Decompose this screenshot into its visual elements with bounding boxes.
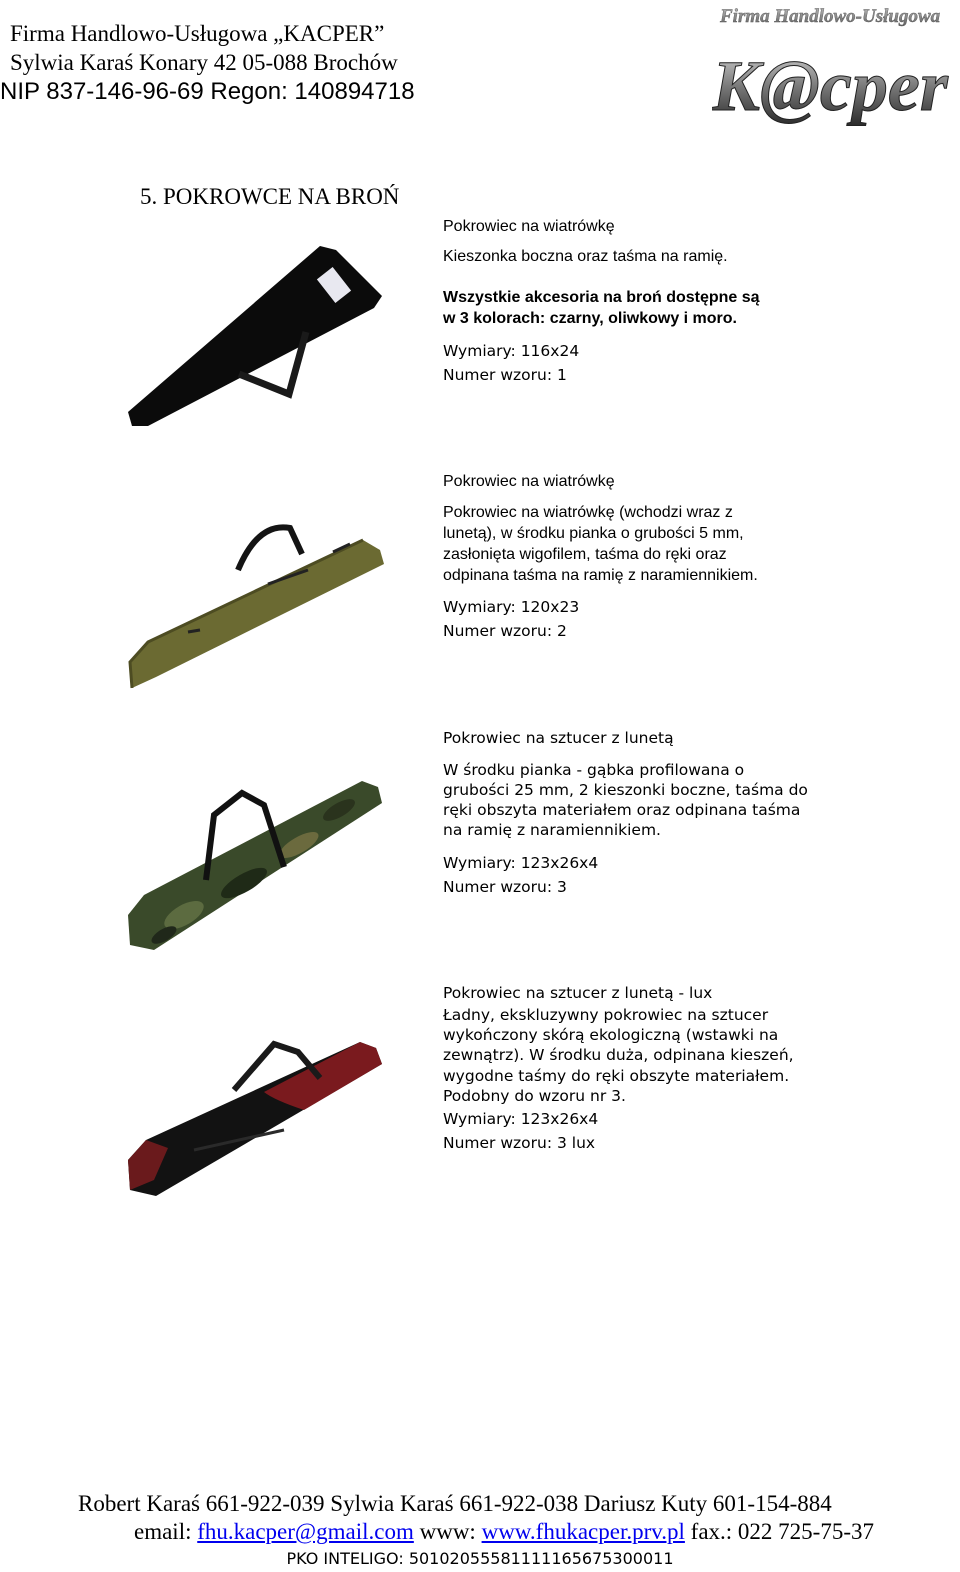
- p2-desc-line2: lunetą), w środku pianka o grubości 5 mm,: [443, 525, 744, 542]
- p1-note-line2: w 3 kolorach: czarny, oliwkowy i moro.: [443, 310, 737, 327]
- p4-desc-line5: Podobny do wzoru nr 3.: [443, 1087, 626, 1105]
- p4-desc-line4: wygodne taśmy do ręki obszyte materiałem.: [443, 1067, 790, 1085]
- p3-desc-line2: grubości 25 mm, 2 kieszonki boczne, taśma do: [443, 781, 808, 799]
- p2-desc-line4: odpinana taśma na ramię z naramiennikiem.: [443, 567, 758, 584]
- footer-bank-account: PKO INTELIGO: 50102055581111165675300011: [286, 1549, 674, 1568]
- logo-top-text: Firma Handlowo-Usługowa: [720, 6, 941, 27]
- p2-dimensions: Wymiary: 120x23: [443, 598, 580, 616]
- footer-www-label: www:: [413, 1519, 482, 1544]
- footer-email-link[interactable]: fhu.kacper@gmail.com: [197, 1519, 414, 1544]
- company-ids: NIP 837-146-96-69 Regon: 140894718: [0, 78, 415, 105]
- footer-contacts: Robert Karaś 661-922-039 Sylwia Karaś 661-922-038 Dariusz Kuty 601-154-884: [78, 1491, 832, 1516]
- product-image-black-case: [124, 244, 384, 429]
- product-image-camo-case: [124, 775, 386, 955]
- p3-desc-line3: ręki obszyta materiałem oraz odpinana taśma: [443, 801, 801, 819]
- footer-links-row: [134, 1518, 874, 1546]
- p2-desc-line3: zasłonięta wigofilem, taśma do ręki oraz: [443, 546, 727, 563]
- company-name: Firma Handlowo-Usługowa „KACPER”: [10, 21, 385, 46]
- p4-desc-line2: wykończony skórą ekologiczną (wstawki na: [443, 1026, 779, 1044]
- kacper-logo: [712, 2, 952, 137]
- p1-note-line1: Wszystkie akcesoria na broń dostępne są: [443, 289, 760, 306]
- p4-name: Pokrowiec na sztucer z lunetą - lux: [443, 984, 713, 1002]
- product-image-lux-case: [124, 1030, 386, 1200]
- p2-desc-line1: Pokrowiec na wiatrówkę (wchodzi wraz z: [443, 504, 733, 521]
- product-image-olive-case: [128, 512, 386, 692]
- section-title: 5. POKROWCE NA BROŃ: [140, 184, 400, 209]
- footer-fax: fax.: 022 725-75-37: [684, 1519, 874, 1544]
- p4-dimensions: Wymiary: 123x26x4: [443, 1110, 599, 1128]
- p2-pattern: Numer wzoru: 2: [443, 622, 567, 640]
- p1-description: Kieszonka boczna oraz taśma na ramię.: [443, 248, 728, 265]
- p4-pattern: Numer wzoru: 3 lux: [443, 1134, 596, 1152]
- p2-name: Pokrowiec na wiatrówkę: [443, 473, 615, 490]
- p3-desc-line1: W środku pianka - gąbka profilowana o: [443, 761, 745, 779]
- logo-brand-text: K@cper: [712, 46, 948, 126]
- p3-pattern: Numer wzoru: 3: [443, 878, 567, 896]
- footer-email-label: email:: [134, 1519, 198, 1544]
- p3-dimensions: Wymiary: 123x26x4: [443, 854, 599, 872]
- footer-www-link[interactable]: www.fhukacper.prv.pl: [481, 1519, 685, 1544]
- p4-desc-line3: zewnątrz). W środku duża, odpinana kieszeń,: [443, 1046, 794, 1064]
- p1-dimensions: Wymiary: 116x24: [443, 342, 580, 360]
- p4-desc-line1: Ładny, ekskluzywny pokrowiec na sztucer: [443, 1006, 769, 1024]
- p1-pattern: Numer wzoru: 1: [443, 366, 567, 384]
- p3-name: Pokrowiec na sztucer z lunetą: [443, 729, 674, 747]
- p1-name: Pokrowiec na wiatrówkę: [443, 218, 615, 235]
- company-address: Sylwia Karaś Konary 42 05-088 Brochów: [10, 50, 398, 75]
- p3-desc-line4: na ramię z naramiennikiem.: [443, 821, 661, 839]
